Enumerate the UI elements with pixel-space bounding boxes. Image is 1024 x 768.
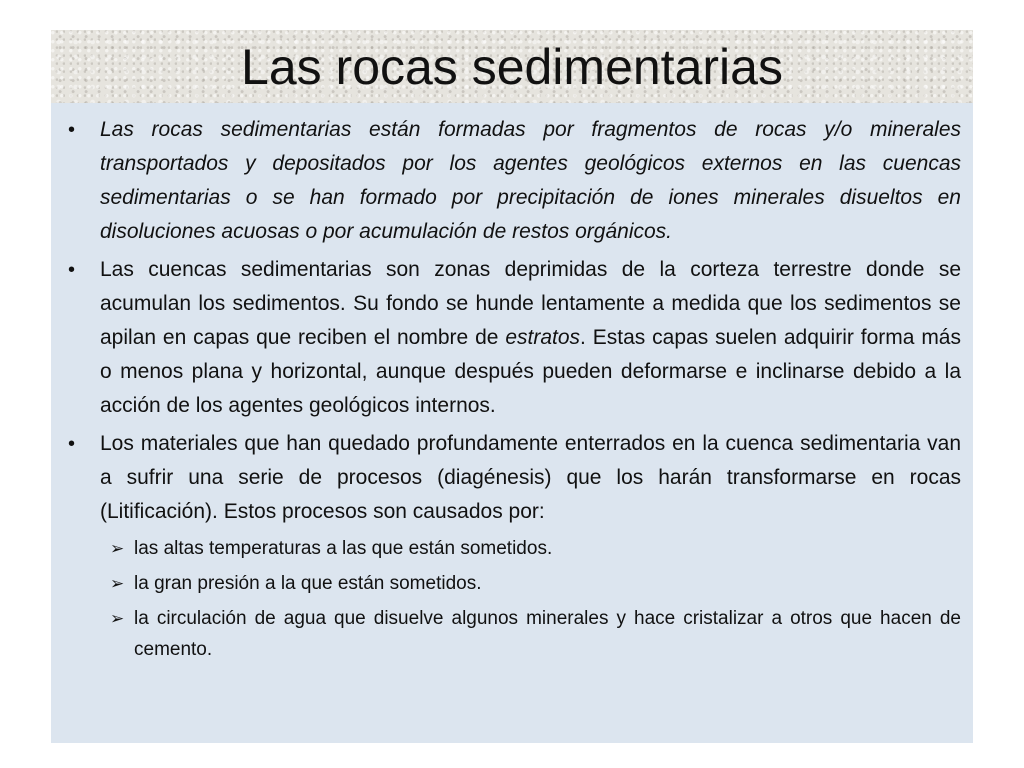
slide-title: Las rocas sedimentarias — [241, 39, 783, 95]
sub-item-text: las altas temperaturas a las que están sometidos. — [134, 538, 553, 559]
bullet-text: Los materiales que han quedado profundamente enterrados en la cuenca sedimentaria van a sufrir una serie de procesos (diagénesis) que los harán transformarse en rocas (Litificación). Estos procesos son causados por: — [100, 432, 961, 523]
bullet-text — [100, 258, 961, 417]
bullet-item-diagenesis — [61, 427, 961, 529]
bullet-dot-icon: • — [68, 119, 76, 141]
content-box — [51, 103, 973, 743]
bullet-text-part: . Estas capas suelen adquirir forma más o menos plana y horizontal, aunque después pueden deformarse e inclinarse debido a la acción de los agentes geológicos internos. — [100, 326, 961, 417]
arrowhead-icon: ➢ — [110, 539, 125, 558]
bullet-item-cuencas — [61, 253, 961, 423]
arrowhead-icon: ➢ — [110, 574, 125, 593]
bullet-list — [61, 113, 961, 665]
sub-item-text: la circulación de agua que disuelve algunos minerales y hace cristalizar a otros que hacen de cemento. — [134, 608, 961, 660]
bullet-text-part: Las cuencas sedimentarias son zonas deprimidas de la corteza terrestre donde se acumulan los sedimentos. Su fondo se hunde lentamente a medida que los sedimentos se apilan en capas que reciben el nombre de — [100, 258, 961, 349]
bullet-item-definition — [61, 113, 961, 249]
sub-item-pressure — [100, 568, 961, 599]
sub-item-temperature — [100, 533, 961, 564]
bullet-dot-icon: • — [68, 433, 76, 455]
emphasis-term: estratos — [505, 326, 581, 349]
title-bar — [51, 30, 973, 103]
bullet-dot-icon: • — [68, 259, 76, 281]
bullet-text: Las rocas sedimentarias están formadas por fragmentos de rocas y/o minerales transportados y depositados por los agentes geológicos externos en las cuencas sedimentarias o se han formado por precipitación de iones minerales disueltos en disoluciones acuosas o por acumulación de restos orgánicos. — [100, 118, 961, 243]
sub-list-container — [61, 533, 961, 665]
sub-list — [100, 533, 961, 665]
sub-item-water-circulation — [100, 603, 961, 665]
sub-item-text: la gran presión a la que están sometidos. — [134, 573, 482, 594]
arrowhead-icon: ➢ — [110, 609, 125, 628]
